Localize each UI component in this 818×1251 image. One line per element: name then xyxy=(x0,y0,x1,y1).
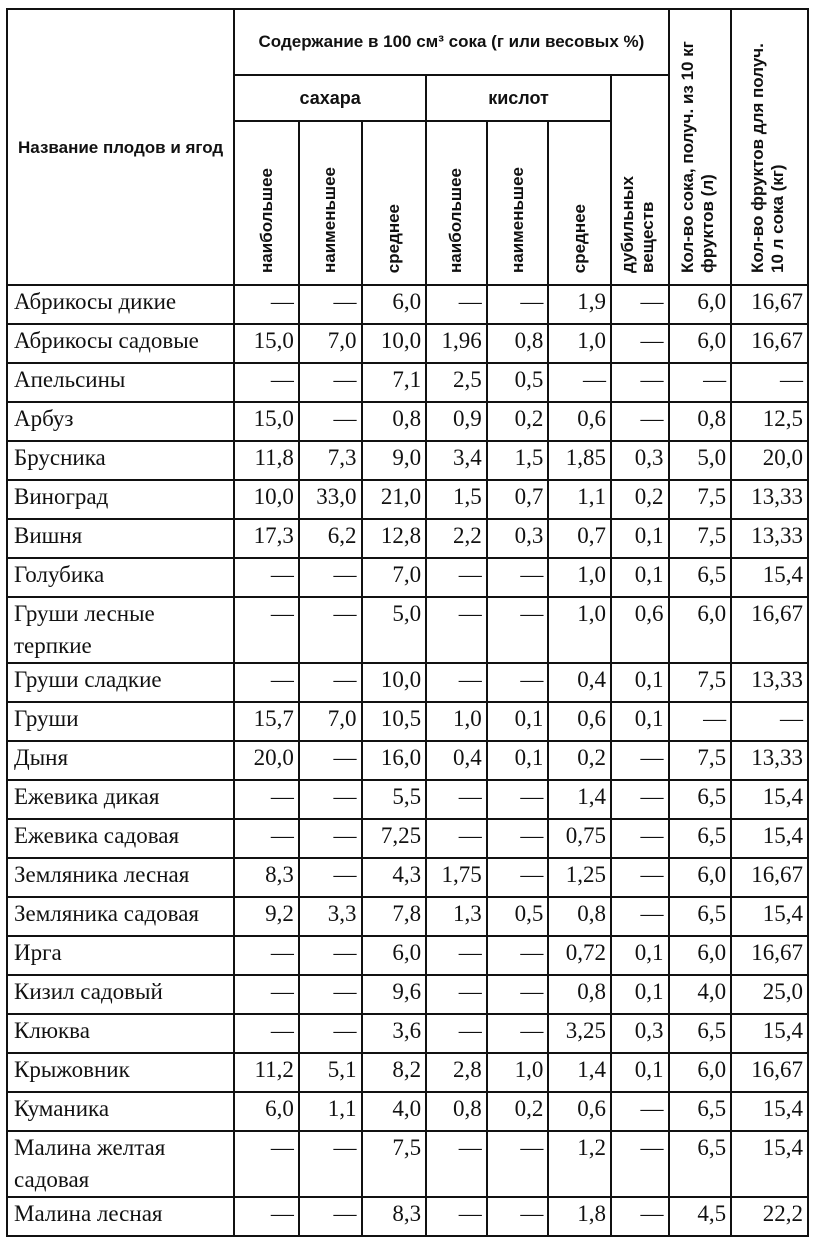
sugar-group-header: сахара xyxy=(234,75,426,121)
table-row xyxy=(7,1197,808,1236)
acid-min-cell: 0,5 xyxy=(487,363,549,402)
tannin-cell: — xyxy=(611,1197,669,1236)
sugar-max-cell: 8,3 xyxy=(234,858,299,897)
fruit-name-cell: Клюква xyxy=(7,1014,234,1053)
acid-avg-header-text: среднее xyxy=(569,203,589,273)
sugar-avg-cell: 7,1 xyxy=(362,363,427,402)
sugar-max-cell: — xyxy=(234,819,299,858)
acid-max-cell: — xyxy=(426,936,487,975)
acid-avg-cell: 0,6 xyxy=(548,1092,611,1131)
juice-yield-cell: 7,5 xyxy=(669,741,732,780)
fruit-needed-cell: 13,33 xyxy=(731,519,808,558)
tannin-cell: — xyxy=(611,363,669,402)
fruit-needed-cell: 16,67 xyxy=(731,597,808,663)
fruit-name-cell: Груши лесные терпкие xyxy=(7,597,234,663)
acid-avg-cell: 1,8 xyxy=(548,1197,611,1236)
acid-max-cell: 2,8 xyxy=(426,1053,487,1092)
fruit-needed-cell: 15,4 xyxy=(731,1014,808,1053)
tannin-cell: — xyxy=(611,741,669,780)
acid-avg-cell: 0,8 xyxy=(548,975,611,1014)
acid-min-cell: 0,2 xyxy=(487,402,549,441)
fruit-name-cell: Кизил садовый xyxy=(7,975,234,1014)
fruit-needed-cell: 15,4 xyxy=(731,819,808,858)
acid-max-cell: 0,4 xyxy=(426,741,487,780)
acid-min-cell: — xyxy=(487,858,549,897)
acid-max-cell: — xyxy=(426,558,487,597)
fruit-name-cell: Куманика xyxy=(7,1092,234,1131)
tannin-header xyxy=(611,75,669,285)
fruit-needed-cell: 15,4 xyxy=(731,780,808,819)
acid-avg-header xyxy=(548,121,611,285)
juice-yield-cell: 4,0 xyxy=(669,975,732,1014)
acid-avg-cell: 1,0 xyxy=(548,597,611,663)
tannin-cell: 0,2 xyxy=(611,480,669,519)
sugar-max-cell: 11,8 xyxy=(234,441,299,480)
table-row xyxy=(7,402,808,441)
sugar-max-cell: — xyxy=(234,363,299,402)
sugar-min-cell: — xyxy=(299,858,362,897)
fruit-needed-cell: 15,4 xyxy=(731,558,808,597)
sugar-avg-cell: 7,5 xyxy=(362,1131,427,1197)
acid-avg-cell: 1,85 xyxy=(548,441,611,480)
fruit-needed-cell: 12,5 xyxy=(731,402,808,441)
sugar-max-cell: 11,2 xyxy=(234,1053,299,1092)
sugar-avg-cell: 9,6 xyxy=(362,975,427,1014)
sugar-avg-cell: 10,0 xyxy=(362,324,427,363)
fruit-needed-cell: — xyxy=(731,702,808,741)
acid-min-header-text: наименьшее xyxy=(507,166,527,273)
juice-yield-cell: — xyxy=(669,363,732,402)
table-row xyxy=(7,363,808,402)
tannin-cell: — xyxy=(611,897,669,936)
acid-min-cell: — xyxy=(487,819,549,858)
acid-avg-cell: 1,2 xyxy=(548,1131,611,1197)
acid-max-cell: — xyxy=(426,1197,487,1236)
sugar-avg-cell: 8,2 xyxy=(362,1053,427,1092)
juice-yield-cell: 0,8 xyxy=(669,402,732,441)
acid-max-cell: 2,5 xyxy=(426,363,487,402)
fruit-name-cell: Дыня xyxy=(7,741,234,780)
acid-min-cell: — xyxy=(487,558,549,597)
juice-yield-header-text: Кол-во сока, получ. из 10 кг фруктов (л) xyxy=(677,41,717,273)
table-row xyxy=(7,480,808,519)
fruit-needed-header-text: Кол-во фруктов для получ. 10 л сока (кг) xyxy=(747,43,787,273)
tannin-cell: — xyxy=(611,324,669,363)
table-row xyxy=(7,1131,808,1197)
tannin-cell: 0,1 xyxy=(611,702,669,741)
sugar-min-cell: — xyxy=(299,780,362,819)
acid-min-cell: 1,0 xyxy=(487,1053,549,1092)
table-row xyxy=(7,663,808,702)
juice-yield-cell: 6,0 xyxy=(669,324,732,363)
fruit-name-cell: Крыжовник xyxy=(7,1053,234,1092)
fruit-needed-cell: 22,2 xyxy=(731,1197,808,1236)
sugar-avg-cell: 6,0 xyxy=(362,285,427,324)
sugar-avg-cell: 9,0 xyxy=(362,441,427,480)
acid-avg-cell: — xyxy=(548,363,611,402)
acid-avg-cell: 0,72 xyxy=(548,936,611,975)
tannin-cell: — xyxy=(611,1131,669,1197)
sugar-avg-cell: 5,5 xyxy=(362,780,427,819)
juice-yield-cell: 5,0 xyxy=(669,441,732,480)
sugar-avg-cell: 3,6 xyxy=(362,1014,427,1053)
sugar-min-cell: 3,3 xyxy=(299,897,362,936)
tannin-cell: 0,1 xyxy=(611,975,669,1014)
acid-max-cell: — xyxy=(426,819,487,858)
fruit-needed-cell: 15,4 xyxy=(731,1092,808,1131)
tannin-cell: — xyxy=(611,780,669,819)
sugar-avg-cell: 16,0 xyxy=(362,741,427,780)
fruit-needed-cell: 20,0 xyxy=(731,441,808,480)
tannin-cell: 0,6 xyxy=(611,597,669,663)
fruit-name-cell: Голубика xyxy=(7,558,234,597)
sugar-min-cell: 7,0 xyxy=(299,324,362,363)
table-row xyxy=(7,324,808,363)
sugar-avg-cell: 6,0 xyxy=(362,936,427,975)
table-row xyxy=(7,819,808,858)
sugar-min-cell: — xyxy=(299,741,362,780)
acid-min-cell: — xyxy=(487,597,549,663)
acid-max-header xyxy=(426,121,487,285)
sugar-avg-cell: 7,8 xyxy=(362,897,427,936)
table-row xyxy=(7,936,808,975)
tannin-cell: — xyxy=(611,285,669,324)
table-row xyxy=(7,1014,808,1053)
table-row xyxy=(7,780,808,819)
sugar-min-cell: — xyxy=(299,402,362,441)
sugar-min-cell: 7,0 xyxy=(299,702,362,741)
sugar-avg-cell: 0,8 xyxy=(362,402,427,441)
table-row xyxy=(7,558,808,597)
acid-avg-cell: 3,25 xyxy=(548,1014,611,1053)
juice-yield-cell: 6,5 xyxy=(669,780,732,819)
sugar-min-cell: — xyxy=(299,285,362,324)
acid-min-cell: — xyxy=(487,1197,549,1236)
sugar-avg-cell: 7,0 xyxy=(362,558,427,597)
juice-yield-cell: 4,5 xyxy=(669,1197,732,1236)
acid-max-cell: 2,2 xyxy=(426,519,487,558)
fruit-needed-cell: 16,67 xyxy=(731,1053,808,1092)
fruit-name-cell: Ежевика садовая xyxy=(7,819,234,858)
acid-avg-cell: 0,7 xyxy=(548,519,611,558)
sugar-max-cell: 15,0 xyxy=(234,402,299,441)
juice-yield-header xyxy=(669,9,732,285)
juice-yield-cell: 6,5 xyxy=(669,897,732,936)
tannin-cell: 0,1 xyxy=(611,936,669,975)
sugar-avg-header xyxy=(362,121,427,285)
sugar-max-cell: — xyxy=(234,1197,299,1236)
acid-min-cell: 0,2 xyxy=(487,1092,549,1131)
table-row xyxy=(7,441,808,480)
juice-yield-cell: 6,5 xyxy=(669,1092,732,1131)
acid-max-cell: 1,75 xyxy=(426,858,487,897)
sugar-avg-header-text: среднее xyxy=(383,203,403,273)
tannin-cell: 0,1 xyxy=(611,663,669,702)
acid-max-cell: 1,3 xyxy=(426,897,487,936)
acid-min-cell: — xyxy=(487,975,549,1014)
sugar-avg-cell: 4,3 xyxy=(362,858,427,897)
sugar-max-header-text: наибольшее xyxy=(256,168,276,273)
sugar-max-cell: — xyxy=(234,975,299,1014)
tannin-cell: 0,1 xyxy=(611,519,669,558)
fruit-needed-cell: 13,33 xyxy=(731,663,808,702)
fruit-needed-cell: 13,33 xyxy=(731,480,808,519)
juice-yield-cell: 6,0 xyxy=(669,597,732,663)
juice-yield-cell: 6,5 xyxy=(669,558,732,597)
sugar-min-cell: — xyxy=(299,1131,362,1197)
acid-min-cell: — xyxy=(487,936,549,975)
acid-max-cell: — xyxy=(426,1131,487,1197)
acid-group-header: кислот xyxy=(426,75,611,121)
juice-yield-cell: 7,5 xyxy=(669,663,732,702)
sugar-min-cell: — xyxy=(299,597,362,663)
fruit-name-cell: Земляника садовая xyxy=(7,897,234,936)
sugar-max-header xyxy=(234,121,299,285)
fruit-name-cell: Виноград xyxy=(7,480,234,519)
fruit-needed-cell: — xyxy=(731,363,808,402)
sugar-max-cell: — xyxy=(234,285,299,324)
tannin-cell: — xyxy=(611,1092,669,1131)
fruit-name-cell: Апельсины xyxy=(7,363,234,402)
acid-avg-cell: 0,8 xyxy=(548,897,611,936)
acid-min-cell: 0,3 xyxy=(487,519,549,558)
sugar-min-cell: — xyxy=(299,819,362,858)
fruit-needed-cell: 16,67 xyxy=(731,285,808,324)
sugar-min-cell: 1,1 xyxy=(299,1092,362,1131)
fruit-name-cell: Ирга xyxy=(7,936,234,975)
sugar-max-cell: 15,0 xyxy=(234,324,299,363)
fruit-name-cell: Земляника лесная xyxy=(7,858,234,897)
acid-avg-cell: 1,1 xyxy=(548,480,611,519)
table-row xyxy=(7,519,808,558)
sugar-max-cell: 6,0 xyxy=(234,1092,299,1131)
sugar-max-cell: — xyxy=(234,780,299,819)
fruit-needed-cell: 16,67 xyxy=(731,324,808,363)
juice-yield-cell: 6,0 xyxy=(669,1053,732,1092)
acid-min-cell: — xyxy=(487,663,549,702)
table-row xyxy=(7,897,808,936)
sugar-min-cell: — xyxy=(299,1197,362,1236)
fruit-name-cell: Груши xyxy=(7,702,234,741)
tannin-cell: — xyxy=(611,819,669,858)
fruit-name-cell: Арбуз xyxy=(7,402,234,441)
sugar-avg-cell: 10,0 xyxy=(362,663,427,702)
fruit-name-cell: Груши сладкие xyxy=(7,663,234,702)
juice-yield-cell: 6,0 xyxy=(669,285,732,324)
fruit-name-cell: Малина лесная xyxy=(7,1197,234,1236)
juice-yield-cell: 6,5 xyxy=(669,1131,732,1197)
acid-min-cell: 0,1 xyxy=(487,741,549,780)
fruit-name-header: Название плодов и ягод xyxy=(7,9,234,285)
sugar-max-cell: 20,0 xyxy=(234,741,299,780)
table-row xyxy=(7,597,808,663)
acid-max-header-text: наибольшее xyxy=(446,168,466,273)
juice-yield-cell: 7,5 xyxy=(669,480,732,519)
sugar-max-cell: — xyxy=(234,663,299,702)
sugar-min-cell: — xyxy=(299,363,362,402)
acid-max-cell: — xyxy=(426,780,487,819)
acid-avg-cell: 0,6 xyxy=(548,702,611,741)
sugar-min-header-text: наименьшее xyxy=(320,166,340,273)
juice-yield-cell: 7,5 xyxy=(669,519,732,558)
table-row xyxy=(7,1053,808,1092)
acid-min-cell: 0,1 xyxy=(487,702,549,741)
sugar-min-cell: 33,0 xyxy=(299,480,362,519)
sugar-min-cell: — xyxy=(299,558,362,597)
acid-max-cell: 0,8 xyxy=(426,1092,487,1131)
table-row xyxy=(7,741,808,780)
table-body xyxy=(7,285,808,1236)
fruit-name-cell: Ежевика дикая xyxy=(7,780,234,819)
acid-avg-cell: 1,25 xyxy=(548,858,611,897)
sugar-max-cell: 9,2 xyxy=(234,897,299,936)
sugar-min-cell: — xyxy=(299,1014,362,1053)
acid-max-cell: 1,0 xyxy=(426,702,487,741)
sugar-avg-cell: 12,8 xyxy=(362,519,427,558)
fruit-name-cell: Абрикосы садовые xyxy=(7,324,234,363)
sugar-min-cell: — xyxy=(299,936,362,975)
acid-max-cell: 3,4 xyxy=(426,441,487,480)
acid-min-cell: 1,5 xyxy=(487,441,549,480)
sugar-max-cell: — xyxy=(234,597,299,663)
acid-max-cell: — xyxy=(426,663,487,702)
fruit-name-cell: Малина желтая садовая xyxy=(7,1131,234,1197)
acid-max-cell: 0,9 xyxy=(426,402,487,441)
tannin-cell: — xyxy=(611,858,669,897)
acid-min-cell: 0,8 xyxy=(487,324,549,363)
sugar-avg-cell: 5,0 xyxy=(362,597,427,663)
sugar-max-cell: — xyxy=(234,1131,299,1197)
acid-max-cell: — xyxy=(426,597,487,663)
fruit-needed-cell: 15,4 xyxy=(731,1131,808,1197)
acid-avg-cell: 1,4 xyxy=(548,780,611,819)
acid-avg-cell: 0,6 xyxy=(548,402,611,441)
juice-yield-cell: 6,5 xyxy=(669,1014,732,1053)
acid-min-cell: — xyxy=(487,780,549,819)
acid-max-cell: 1,96 xyxy=(426,324,487,363)
acid-max-cell: — xyxy=(426,285,487,324)
tannin-cell: 0,3 xyxy=(611,1014,669,1053)
acid-avg-cell: 1,0 xyxy=(548,558,611,597)
acid-avg-cell: 1,0 xyxy=(548,324,611,363)
content-group-header: Содержание в 100 см³ сока (г или весовых %) xyxy=(234,9,668,75)
tannin-cell: — xyxy=(611,402,669,441)
table-row xyxy=(7,285,808,324)
sugar-min-cell: 6,2 xyxy=(299,519,362,558)
tannin-cell: 0,1 xyxy=(611,1053,669,1092)
sugar-avg-cell: 4,0 xyxy=(362,1092,427,1131)
sugar-min-cell: 7,3 xyxy=(299,441,362,480)
sugar-avg-cell: 10,5 xyxy=(362,702,427,741)
juice-yield-cell: 6,0 xyxy=(669,936,732,975)
acid-min-header xyxy=(487,121,549,285)
fruit-needed-cell: 25,0 xyxy=(731,975,808,1014)
fruit-name-cell: Вишня xyxy=(7,519,234,558)
fruit-needed-cell: 15,4 xyxy=(731,897,808,936)
fruit-needed-cell: 16,67 xyxy=(731,858,808,897)
fruit-needed-cell: 13,33 xyxy=(731,741,808,780)
acid-avg-cell: 0,4 xyxy=(548,663,611,702)
acid-max-cell: — xyxy=(426,975,487,1014)
juice-yield-cell: 6,0 xyxy=(669,858,732,897)
acid-min-cell: — xyxy=(487,1014,549,1053)
table-row xyxy=(7,702,808,741)
fruit-needed-cell: 16,67 xyxy=(731,936,808,975)
tannin-header-text: дубильных веществ xyxy=(617,176,657,273)
sugar-max-cell: 17,3 xyxy=(234,519,299,558)
fruit-name-cell: Брусника xyxy=(7,441,234,480)
table-row xyxy=(7,1092,808,1131)
acid-avg-cell: 1,4 xyxy=(548,1053,611,1092)
acid-max-cell: — xyxy=(426,1014,487,1053)
tannin-cell: 0,3 xyxy=(611,441,669,480)
sugar-max-cell: — xyxy=(234,1014,299,1053)
tannin-cell: 0,1 xyxy=(611,558,669,597)
fruit-needed-header xyxy=(731,9,808,285)
acid-min-cell: 0,7 xyxy=(487,480,549,519)
acid-max-cell: 1,5 xyxy=(426,480,487,519)
sugar-avg-cell: 7,25 xyxy=(362,819,427,858)
sugar-min-header xyxy=(299,121,362,285)
sugar-avg-cell: 21,0 xyxy=(362,480,427,519)
table-row xyxy=(7,858,808,897)
acid-avg-cell: 0,75 xyxy=(548,819,611,858)
sugar-max-cell: — xyxy=(234,558,299,597)
sugar-min-cell: — xyxy=(299,975,362,1014)
acid-avg-cell: 0,2 xyxy=(548,741,611,780)
sugar-max-cell: 10,0 xyxy=(234,480,299,519)
table-row xyxy=(7,975,808,1014)
sugar-max-cell: 15,7 xyxy=(234,702,299,741)
juice-yield-cell: 6,5 xyxy=(669,819,732,858)
acid-avg-cell: 1,9 xyxy=(548,285,611,324)
juice-yield-cell: — xyxy=(669,702,732,741)
sugar-max-cell: — xyxy=(234,936,299,975)
sugar-min-cell: — xyxy=(299,663,362,702)
juice-composition-table xyxy=(6,8,809,1237)
acid-min-cell: 0,5 xyxy=(487,897,549,936)
sugar-min-cell: 5,1 xyxy=(299,1053,362,1092)
fruit-name-cell: Абрикосы дикие xyxy=(7,285,234,324)
acid-min-cell: — xyxy=(487,285,549,324)
sugar-avg-cell: 8,3 xyxy=(362,1197,427,1236)
acid-min-cell: — xyxy=(487,1131,549,1197)
